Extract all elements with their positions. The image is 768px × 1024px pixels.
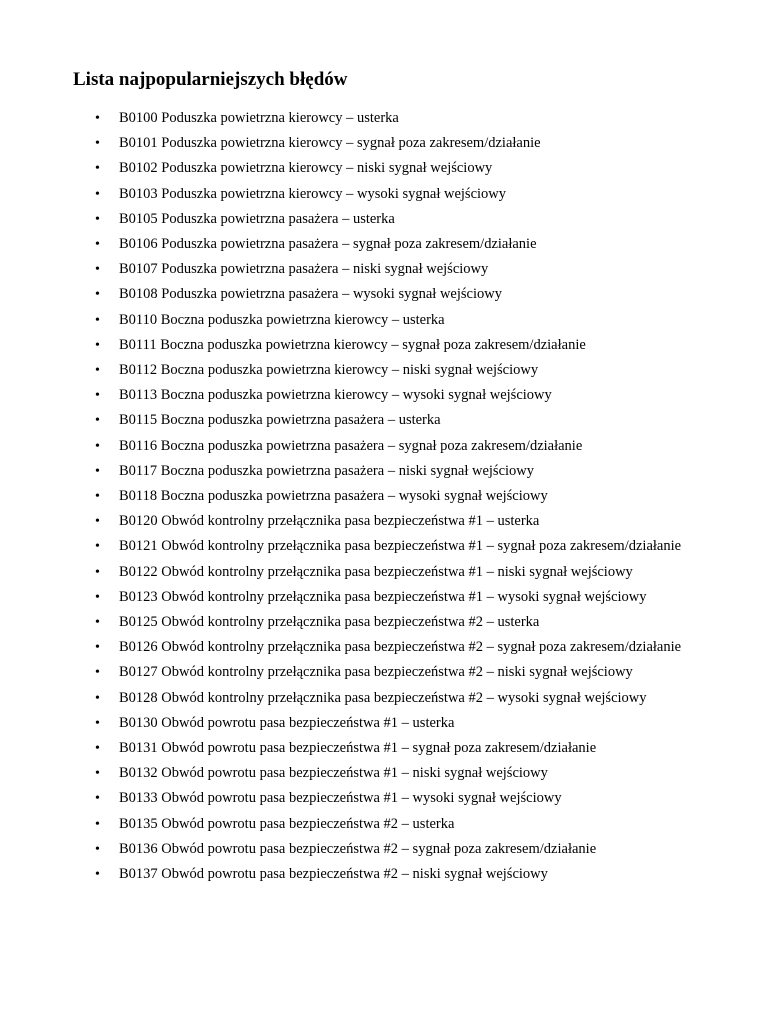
bullet-icon: •	[95, 237, 100, 253]
list-item-text: B0136 Obwód powrotu pasa bezpieczeństwa #2 – sygnał poza zakresem/działanie	[119, 840, 597, 857]
list-item	[0, 257, 768, 282]
list-item-text: B0117 Boczna poduszka powietrzna pasażera – niski sygnał wejściowy	[119, 462, 535, 479]
list-item	[0, 308, 768, 333]
bullet-icon: •	[95, 211, 100, 227]
list-item-text: B0125 Obwód kontrolny przełącznika pasa bezpieczeństwa #2 – usterka	[119, 614, 540, 631]
list-item	[0, 635, 768, 660]
bullet-icon: •	[95, 539, 100, 555]
bullet-icon: •	[95, 640, 100, 656]
bullet-icon: •	[95, 589, 100, 605]
list-item	[0, 812, 768, 837]
list-item-text: B0132 Obwód powrotu pasa bezpieczeństwa #1 – niski sygnał wejściowy	[119, 765, 548, 782]
list-item	[0, 106, 768, 131]
bullet-icon: •	[95, 413, 100, 429]
list-item-text: B0108 Poduszka powietrzna pasażera – wysoki sygnał wejściowy	[119, 286, 502, 303]
error-code-list	[0, 106, 768, 887]
list-item-text: B0121 Obwód kontrolny przełącznika pasa bezpieczeństwa #1 – sygnał poza zakresem/działanie	[119, 538, 682, 555]
list-item	[0, 761, 768, 786]
bullet-icon: •	[95, 337, 100, 353]
list-item-text: B0120 Obwód kontrolny przełącznika pasa bezpieczeństwa #1 – usterka	[119, 513, 540, 530]
bullet-icon: •	[95, 388, 100, 404]
list-item	[0, 156, 768, 181]
bullet-icon: •	[95, 741, 100, 757]
list-item	[0, 408, 768, 433]
list-item	[0, 837, 768, 862]
bullet-icon: •	[95, 715, 100, 731]
list-item-text: B0107 Poduszka powietrzna pasażera – niski sygnał wejściowy	[119, 261, 489, 278]
list-item	[0, 232, 768, 257]
bullet-icon: •	[95, 791, 100, 807]
list-item-text: B0100 Poduszka powietrzna kierowcy – usterka	[119, 110, 399, 126]
document-title: Lista najpopularniejszych błędów	[73, 69, 348, 90]
bullet-icon: •	[95, 690, 100, 706]
list-item	[0, 383, 768, 408]
bullet-icon: •	[95, 766, 100, 782]
list-item-text: B0110 Boczna poduszka powietrzna kierowcy – usterka	[119, 311, 445, 328]
list-item	[0, 459, 768, 484]
list-item-text: B0101 Poduszka powietrzna kierowcy – sygnał poza zakresem/działanie	[119, 135, 541, 152]
list-item-text: B0115 Boczna poduszka powietrzna pasażera – usterka	[119, 412, 441, 429]
bullet-icon: •	[95, 564, 100, 580]
list-item	[0, 182, 768, 207]
list-item	[0, 686, 768, 711]
list-item	[0, 282, 768, 307]
list-item-text: B0106 Poduszka powietrzna pasażera – sygnał poza zakresem/działanie	[119, 236, 537, 253]
bullet-icon: •	[95, 867, 100, 883]
list-item	[0, 862, 768, 887]
list-item-text: B0130 Obwód powrotu pasa bezpieczeństwa #1 – usterka	[119, 714, 455, 731]
bullet-icon: •	[95, 111, 100, 126]
list-item	[0, 509, 768, 534]
bullet-icon: •	[95, 841, 100, 857]
list-item	[0, 534, 768, 559]
list-item	[0, 484, 768, 509]
list-item-text: B0103 Poduszka powietrzna kierowcy – wysoki sygnał wejściowy	[119, 185, 507, 202]
list-item-text: B0122 Obwód kontrolny przełącznika pasa bezpieczeństwa #1 – niski sygnał wejściowy	[119, 563, 633, 580]
list-item	[0, 358, 768, 383]
list-item-text: B0118 Boczna poduszka powietrzna pasażera – wysoki sygnał wejściowy	[119, 488, 548, 505]
bullet-icon: •	[95, 312, 100, 328]
list-item-text: B0137 Obwód powrotu pasa bezpieczeństwa #2 – niski sygnał wejściowy	[119, 866, 548, 883]
list-item-text: B0135 Obwód powrotu pasa bezpieczeństwa #2 – usterka	[119, 815, 455, 832]
bullet-icon: •	[95, 489, 100, 505]
bullet-icon: •	[95, 363, 100, 379]
bullet-icon: •	[95, 665, 100, 681]
list-item	[0, 560, 768, 585]
list-item-text: B0133 Obwód powrotu pasa bezpieczeństwa #1 – wysoki sygnał wejściowy	[119, 790, 562, 807]
list-item-text: B0102 Poduszka powietrzna kierowcy – niski sygnał wejściowy	[119, 160, 493, 177]
list-item	[0, 333, 768, 358]
list-item	[0, 711, 768, 736]
bullet-icon: •	[95, 161, 100, 177]
bullet-icon: •	[95, 816, 100, 832]
bullet-icon: •	[95, 514, 100, 530]
list-item-text: B0128 Obwód kontrolny przełącznika pasa bezpieczeństwa #2 – wysoki sygnał wejściowy	[119, 689, 647, 706]
list-item-text: B0112 Boczna poduszka powietrzna kierowcy – niski sygnał wejściowy	[119, 362, 539, 379]
list-item	[0, 585, 768, 610]
bullet-icon: •	[95, 438, 100, 454]
bullet-icon: •	[95, 136, 100, 152]
list-item	[0, 131, 768, 156]
list-item	[0, 207, 768, 232]
bullet-icon: •	[95, 287, 100, 303]
list-item	[0, 610, 768, 635]
bullet-icon: •	[95, 186, 100, 202]
bullet-icon: •	[95, 615, 100, 631]
list-item-text: B0126 Obwód kontrolny przełącznika pasa bezpieczeństwa #2 – sygnał poza zakresem/działanie	[119, 639, 682, 656]
bullet-icon: •	[95, 463, 100, 479]
list-item-text: B0113 Boczna poduszka powietrzna kierowcy – wysoki sygnał wejściowy	[119, 387, 552, 404]
list-item-text: B0123 Obwód kontrolny przełącznika pasa bezpieczeństwa #1 – wysoki sygnał wejściowy	[119, 588, 647, 605]
list-item	[0, 434, 768, 459]
list-item-text: B0131 Obwód powrotu pasa bezpieczeństwa #1 – sygnał poza zakresem/działanie	[119, 740, 597, 757]
list-item-text: B0105 Poduszka powietrzna pasażera – usterka	[119, 210, 395, 227]
list-item-text: B0127 Obwód kontrolny przełącznika pasa bezpieczeństwa #2 – niski sygnał wejściowy	[119, 664, 633, 681]
list-item	[0, 786, 768, 811]
list-item-text: B0116 Boczna poduszka powietrzna pasażera – sygnał poza zakresem/działanie	[119, 437, 583, 454]
list-item	[0, 660, 768, 685]
list-item-text: B0111 Boczna poduszka powietrzna kierowcy – sygnał poza zakresem/działanie	[119, 336, 586, 353]
bullet-icon: •	[95, 262, 100, 278]
list-item	[0, 736, 768, 761]
